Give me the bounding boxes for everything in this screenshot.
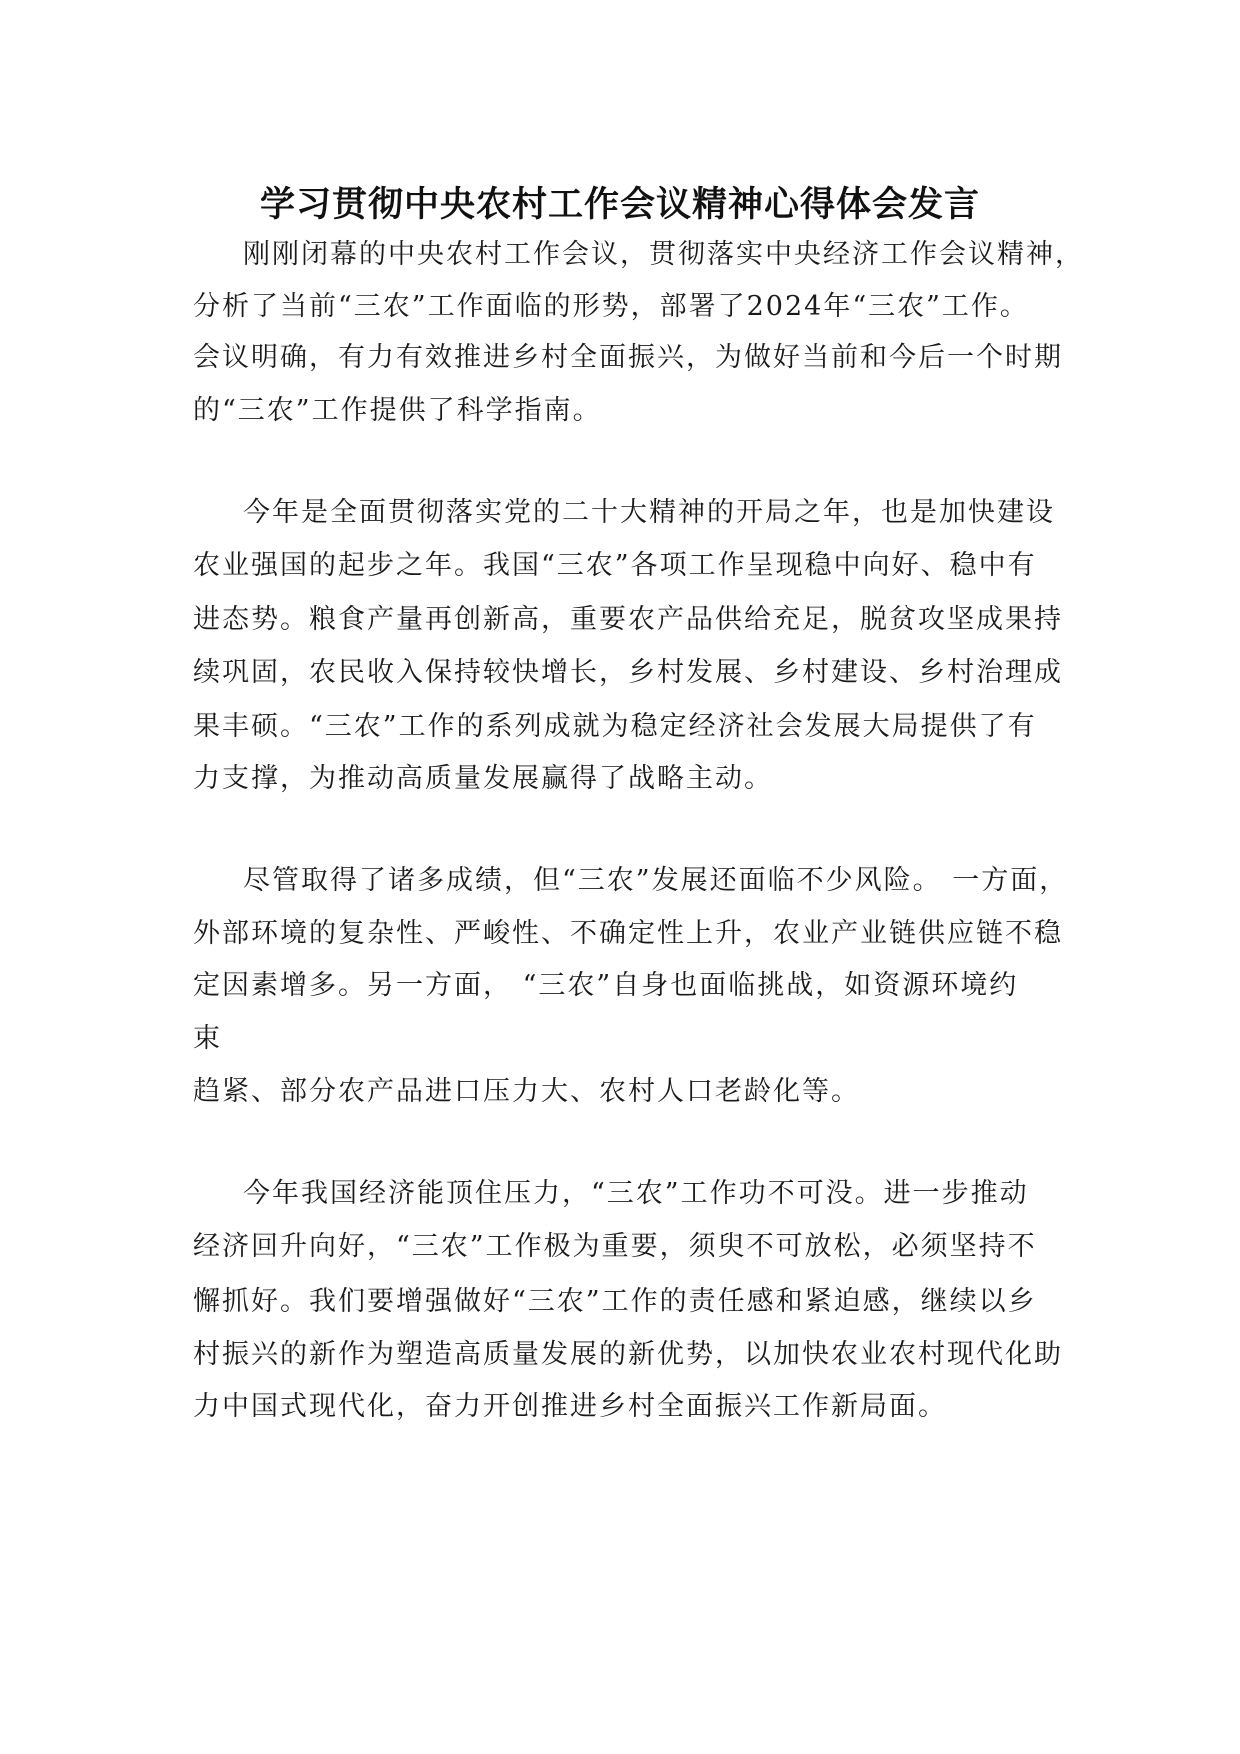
paragraph-line: 的“三农”工作提供了科学指南。 bbox=[193, 395, 602, 426]
paragraph-line: 尽管取得了诸多成绩，但“三农”发展还面临不少风险。 一方面， bbox=[243, 865, 1069, 896]
paragraph-line: 分析了当前“三农”工作面临的形势，部署了2024年“三农”工作。 bbox=[193, 291, 1029, 322]
paragraph-line: 束 bbox=[193, 1023, 222, 1054]
paragraph-line: 果丰硕。“三农”工作的系列成就为稳定经济社会发展大局提供了有 bbox=[193, 711, 1037, 742]
paragraph-line: 力中国式现代化，奋力开创推进乡村全面振兴工作新局面。 bbox=[193, 1391, 947, 1422]
paragraph-line: 村振兴的新作为塑造高质量发展的新优势，以加快农业农村现代化助 bbox=[193, 1339, 1063, 1370]
paragraph-line: 定因素增多。另一方面， “三农”自身也面临挑战，如资源环境约 bbox=[193, 970, 1019, 1001]
paragraph-line: 力支撑，为推动高质量发展赢得了战略主动。 bbox=[193, 763, 773, 794]
paragraph-line: 今年我国经济能顶住压力，“三农”工作功不可没。进一步推动 bbox=[243, 1178, 1029, 1209]
document-title: 学习贯彻中央农村工作会议精神心得体会发言 bbox=[259, 184, 980, 225]
paragraph-line: 经济回升向好，“三农”工作极为重要，须臾不可放松，必须坚持不 bbox=[193, 1231, 1037, 1262]
paragraph-line: 农业强国的起步之年。我国“三农”各项工作呈现稳中向好、稳中有 bbox=[193, 550, 1037, 581]
paragraph-line: 会议明确，有力有效推进乡村全面振兴，为做好当前和今后一个时期 bbox=[193, 342, 1063, 373]
paragraph-line: 进态势。粮食产量再创新高，重要农产品供给充足，脱贫攻坚成果持 bbox=[193, 604, 1063, 635]
paragraph-line: 懈抓好。我们要增强做好“三农”工作的责任感和紧迫感，继续以乡 bbox=[193, 1286, 1037, 1317]
paragraph-line: 今年是全面贯彻落实党的二十大精神的开局之年，也是加快建设 bbox=[243, 497, 1055, 528]
paragraph-line: 续巩固，农民收入保持较快增长，乡村发展、乡村建设、乡村治理成 bbox=[193, 657, 1063, 688]
paragraph-line: 趋紧、部分农产品进口压力大、农村人口老龄化等。 bbox=[193, 1076, 860, 1107]
paragraph-line: 外部环境的复杂性、严峻性、不确定性上升，农业产业链供应链不稳 bbox=[193, 918, 1063, 949]
paragraph-line: 刚刚闭幕的中央农村工作会议，贯彻落实中央经济工作会议精神， bbox=[243, 239, 1084, 270]
